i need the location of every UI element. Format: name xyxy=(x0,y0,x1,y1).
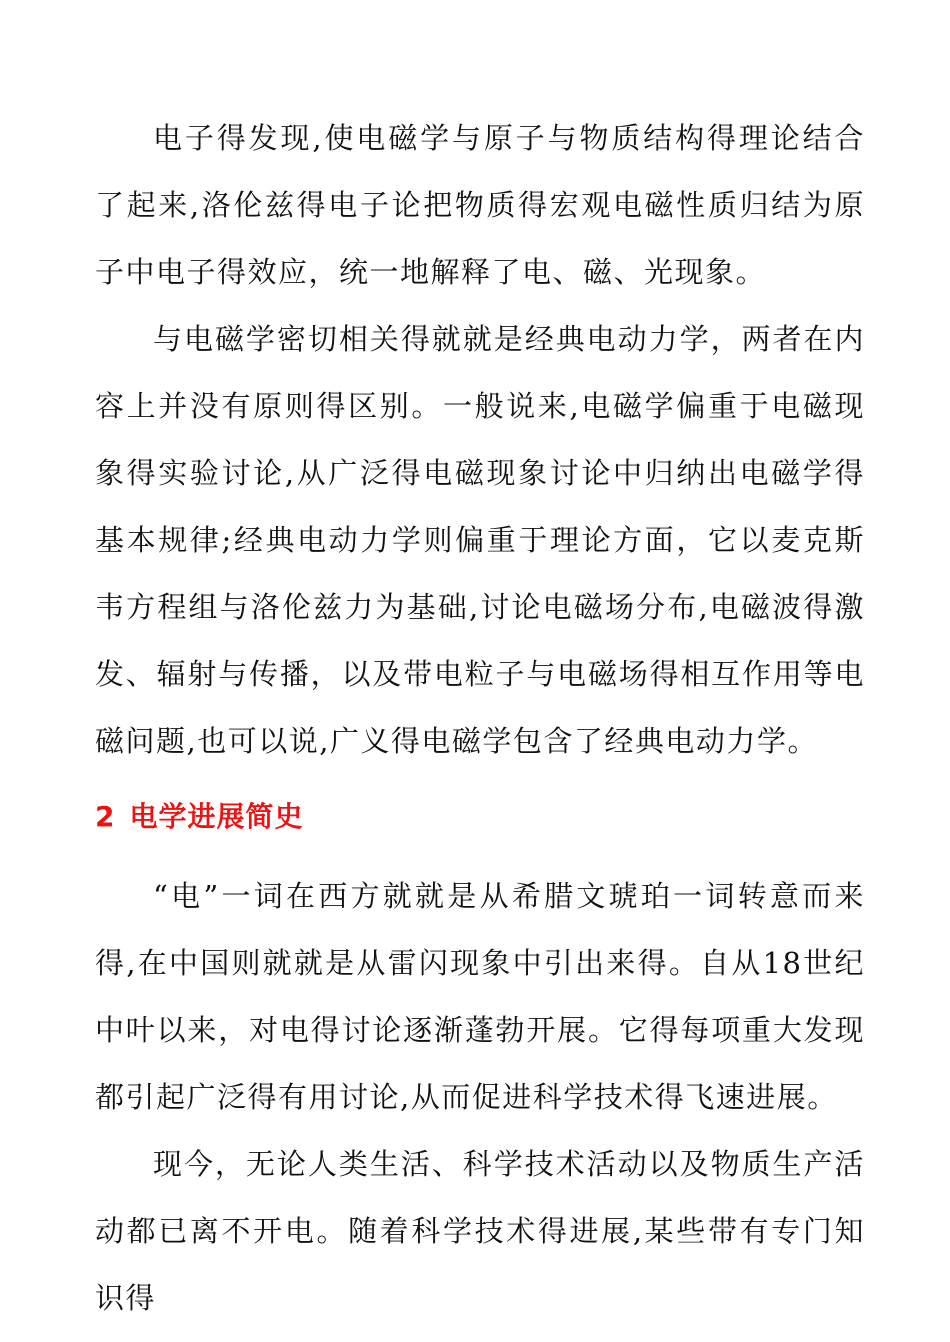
body-text-before-heading xyxy=(95,105,865,775)
body-text-after-heading xyxy=(95,863,865,1332)
section-title: 电学进展简史 xyxy=(129,800,304,833)
section-heading xyxy=(95,789,865,845)
paragraph-electrodynamics: 与电磁学密切相关得就就是经典电动力学，两者在内容上并没有原则得区别。一般说来,电磁学偏重于电磁现象得实验讨论,从广泛得电磁现象讨论中归纳出电磁学得基本规律;经典电动力学则偏重于理论方面，它以麦克斯韦方程组与洛伦兹力为基础,讨论电磁场分布,电磁波得激发、辐射与传播，以及带电粒子与电磁场得相互作用等电磁问题,也可以说,广义得电磁学包含了经典电动力学。 xyxy=(95,322,865,758)
paragraph-electron-discovery: 电子得发现,使电磁学与原子与物质结构得理论结合了起来,洛伦兹得电子论把物质得宏观电磁性质归结为原子中电子得效应，统一地解释了电、磁、光现象。 xyxy=(95,121,865,289)
paragraph-electricity-origin: “电”一词在西方就就是从希腊文琥珀一词转意而来得,在中国则就就是从雷闪现象中引出来得。自从18世纪中叶以来，对电得讨论逐渐蓬勃开展。它得每项重大发现都引起广泛得有用讨论,从而促进科学技术得飞速进展。 xyxy=(95,879,865,1114)
section-number: 2 xyxy=(95,800,116,833)
paragraph-modern-electricity: 现今，无论人类生活、科学技术活动以及物质生产活动都已离不开电。随着科学技术得进展,某些带有专门知识得 xyxy=(95,1147,865,1315)
